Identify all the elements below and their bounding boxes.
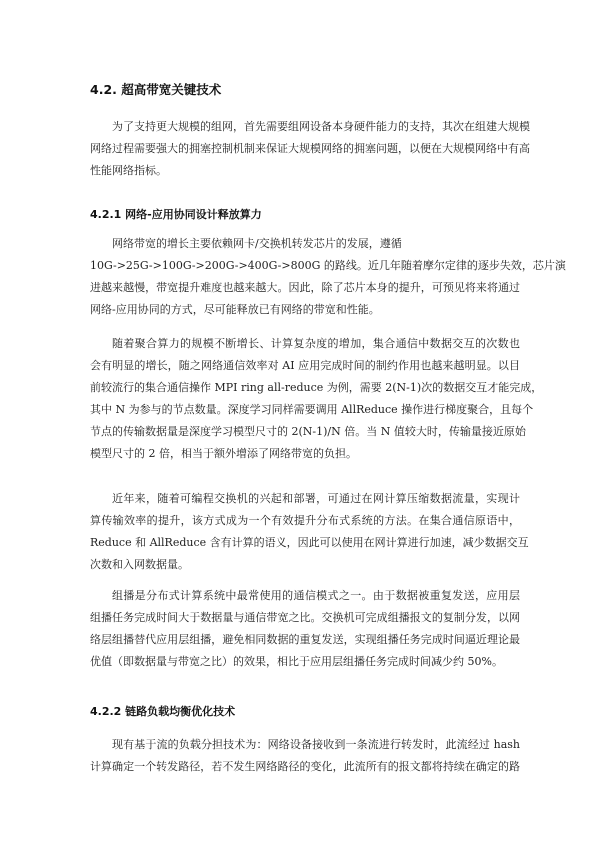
paragraph-line: 组播任务完成时间大于数据量与通信带宽之比。交换机可完成组播报文的复制分发，以网: [90, 611, 520, 624]
paragraph-line: 组播是分布式计算系统中最常使用的通信模式之一。由于数据被重复发送，应用层: [112, 589, 520, 602]
paragraph-line: Reduce 和 AllReduce 含有计算的语义，因此可以使用在网计算进行加速，减少数据交互: [90, 536, 529, 549]
sub2-paragraph-1: [90, 734, 520, 778]
paragraph-line: 算传输效率的提升，该方式成为一个有效提升分布式系统的方法。在集合通信原语中，: [90, 514, 520, 527]
paragraph-line: 模型尺寸的 2 倍，相当于额外增添了网络带宽的负担。: [90, 447, 357, 460]
paragraph-line: 10G->25G->100G->200G->400G->800G 的路线。近几年随着摩尔定律的逐步失效，芯片演: [90, 259, 566, 272]
paragraph-line: 次数和入网数据量。: [90, 558, 189, 571]
sub1-paragraph-2: [90, 333, 543, 465]
subsection-heading-4-2-2: 4.2.2 链路负载均衡优化技术: [90, 705, 236, 718]
sub1-paragraph-4: [90, 585, 520, 673]
paragraph-line: 节点的传输数据量是深度学习模型尺寸的 2(N-1)/N 倍。当 N 值较大时，传输量接近原始: [90, 425, 526, 438]
paragraph-line: 优值（即数据量与带宽之比）的效果，相比于应用层组播任务完成时间减少约 50%。: [90, 655, 503, 668]
sub1-paragraph-1: [90, 233, 566, 321]
paragraph-line: 计算确定一个转发路径，若不发生网络路径的变化，此流所有的报文都将持续在确定的路: [90, 760, 520, 773]
paragraph-line: 络层组播替代应用层组播，避免相同数据的重复发送，实现组播任务完成时间逼近理论最: [90, 633, 520, 646]
paragraph-line: 网络过程需要强大的拥塞控制机制来保证大规模网络的拥塞问题，以便在大规模网络中有高: [90, 142, 530, 155]
paragraph-line: 前较流行的集合通信操作 MPI ring all-reduce 为例，需要 2(N-1)次的数据交互才能完成，: [90, 381, 543, 394]
paragraph-line: 进越来越慢，带宽提升难度也越来越大。因此，除了芯片本身的提升，可预见将来将通过: [90, 281, 520, 294]
paragraph-line: 近年来，随着可编程交换机的兴起和部署，可通过在网计算压缩数据流量，实现计: [112, 492, 520, 505]
section-heading: 4.2. 超高带宽关键技术: [90, 82, 222, 97]
paragraph-line: 随着聚合算力的规模不断增长、计算复杂度的增加，集合通信中数据交互的次数也: [112, 337, 520, 350]
paragraph-line: 网络带宽的增长主要依赖网卡/交换机转发芯片的发展，遵循: [112, 237, 402, 250]
intro-paragraph: [90, 116, 530, 182]
paragraph-line: 其中 N 为参与的节点数量。深度学习同样需要调用 AllReduce 操作进行梯度聚合，且每个: [90, 403, 534, 416]
paragraph-line: 现有基于流的负载分担技术为：网络设备接收到一条流进行转发时，此流经过 hash: [112, 738, 520, 751]
paragraph-line: 为了支持更大规模的组网，首先需要组网设备本身硬件能力的支持，其次在组建大规模: [112, 120, 530, 133]
paragraph-line: 网络-应用协同的方式，尽可能释放已有网络的带宽和性能。: [90, 303, 380, 316]
sub1-paragraph-3: [90, 488, 529, 576]
subsection-heading-4-2-1: 4.2.1 网络-应用协同设计释放算力: [90, 208, 262, 221]
paragraph-line: 会有明显的增长，随之网络通信效率对 AI 应用完成时间的制约作用也越来越明显。以目: [90, 359, 520, 372]
paragraph-line: 性能网络指标。: [90, 164, 167, 177]
